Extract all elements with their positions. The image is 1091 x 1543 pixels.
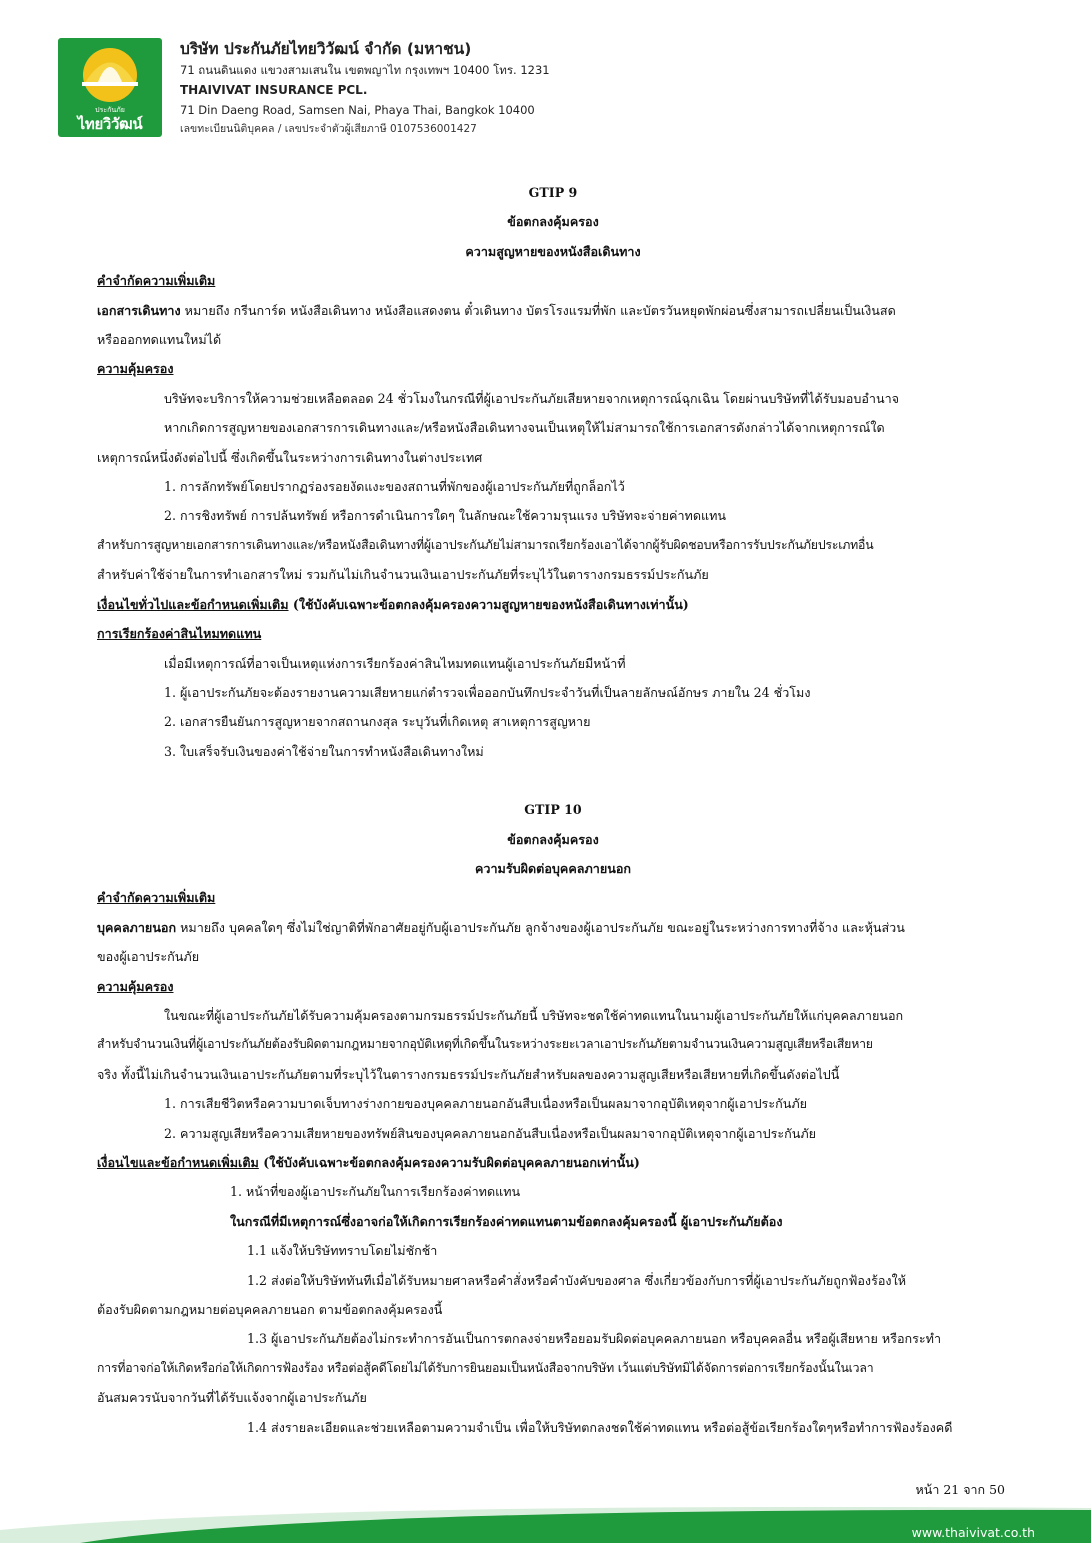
letterhead bbox=[58, 38, 758, 138]
gtip10-item-2: 2. ความสูญเสียหรือความเสียหายของทรัพย์สินของบุคคลภายนอกอันสืบเนื่องหรือเป็นผลมาจากอุบัติเหตุจากผู้เอาประกันภัย bbox=[164, 1125, 817, 1141]
gtip9-conditions-heading: เงื่อนไขทั่วไปและข้อกำหนดเพิ่มเติม bbox=[97, 596, 289, 612]
gtip10-title: ความรับผิดต่อบุคคลภายนอก bbox=[474, 860, 632, 876]
gtip10-duty-heading: 1. หน้าที่ของผู้เอาประกันภัยในการเรียกร้องค่าทดแทน bbox=[230, 1184, 521, 1200]
logo-brand-text: ไทยวิวัฒน์ bbox=[77, 115, 143, 133]
gtip9-coverage-heading: ความคุ้มครอง bbox=[97, 361, 174, 377]
gtip10-definition-term: บุคคลภายนอก bbox=[97, 919, 177, 935]
gtip10-definition-text: หมายถึง บุคคลใดๆ ซึ่งไม่ใช่ญาติที่พักอาศัยอยู่กับผู้เอาประกันภัย ลูกจ้างของผู้เอาประกันภัย ขณะอยู่ในระหว่างการทางที่จ้าง และหุ้นส่วน bbox=[176, 919, 905, 935]
page-number: หน้า 21 จาก 50 bbox=[915, 1482, 1005, 1497]
gtip10-conditions-heading: เงื่อนไขและข้อกำหนดเพิ่มเติม bbox=[97, 1155, 259, 1170]
gtip10-subtitle: ข้อตกลงคุ้มครอง bbox=[507, 831, 599, 847]
company-name-en: THAIVIVAT INSURANCE PCL. bbox=[180, 83, 368, 97]
gtip9-definition-term: เอกสารเดินทาง bbox=[97, 302, 181, 318]
gtip9-coverage-p3: สำหรับการสูญหายเอกสารการเดินทางและ/หรือหนังสือเดินทางที่ผู้เอาประกันภัยไม่สามารถเรียกร้องเอาได้จากผู้รับผิดชอบหรือการรับประกันภัยประเภทอื่น bbox=[97, 537, 874, 552]
gtip10-definition-heading: คำจำกัดความเพิ่มเติม bbox=[97, 890, 216, 906]
company-info bbox=[180, 38, 550, 138]
gtip9-item-1: 1. การลักทรัพย์โดยปรากฏร่องรอยงัดแงะของสถานที่พักของผู้เอาประกันภัยที่ถูกล็อกไว้ bbox=[164, 479, 625, 495]
gtip9-claim-3: 3. ใบเสร็จรับเงินของค่าใช้จ่ายในการทำหนังสือเดินทางใหม่ bbox=[164, 743, 484, 759]
gtip10-item-1: 1. การเสียชีวิตหรือความบาดเจ็บทางร่างกายของบุคคลภายนอกอันสืบเนื่องหรือเป็นผลมาจากอุบัติเหตุจากผู้เอาประกันภัย bbox=[164, 1096, 808, 1112]
company-registration: เลขทะเบียนนิติบุคคล / เลขประจำตัวผู้เสียภาษี 0107536001427 bbox=[180, 123, 477, 135]
gtip9-claim-1: 1. ผู้เอาประกันภัยจะต้องรายงานความเสียหายแก่ตำรวจเพื่อออกบันทึกประจำวันที่เป็นลายลักษณ์อักษร ภายใน 24 ชั่วโมง bbox=[164, 684, 811, 700]
gtip9-conditions-note: (ใช้บังคับเฉพาะข้อตกลงคุ้มครองความสูญหายของหนังสือเดินทางเท่านั้น) bbox=[288, 596, 689, 612]
gtip9-subtitle: ข้อตกลงคุ้มครอง bbox=[507, 214, 599, 230]
gtip9-item-2: 2. การชิงทรัพย์ การปล้นทรัพย์ หรือการดำเนินการใดๆ ในลักษณะใช้ความรุนแรง บริษัทจะจ่ายค่าทดแทน bbox=[164, 508, 727, 524]
gtip10-definition bbox=[97, 913, 1009, 942]
gtip9-title: ความสูญหายของหนังสือเดินทาง bbox=[465, 243, 641, 259]
gtip9-definition bbox=[97, 296, 1009, 325]
website-link[interactable]: www.thaivivat.co.th bbox=[911, 1525, 1035, 1540]
gtip10-duty-1-3: 1.3 ผู้เอาประกันภัยต้องไม่กระทำการอันเป็นการตกลงจ่ายหรือยอมรับผิดต่อบุคคลภายนอก หรือบุคคลอื่น หรือผู้เสียหาย หรือกระทำ bbox=[247, 1331, 942, 1347]
gtip10-duty-1-3-end: อันสมควรนับจากวันที่ได้รับแจ้งจากผู้เอาประกันภัย bbox=[97, 1390, 367, 1406]
gtip9-definition-cont: หรือออกทดแทนใหม่ได้ bbox=[97, 332, 222, 348]
gtip10-coverage-heading: ความคุ้มครอง bbox=[97, 978, 174, 994]
company-name-th: บริษัท ประกันภัยไทยวิวัฒน์ จำกัด (มหาชน) bbox=[180, 40, 472, 58]
gtip9-code: GTIP 9 bbox=[528, 185, 578, 200]
gtip9-coverage-p2: หากเกิดการสูญหายของเอกสารการเดินทางและ/หรือหนังสือเดินทางจนเป็นเหตุให้ไม่สามารถใช้การเอกสารดังกล่าวได้จากเหตุการณ์ใด bbox=[164, 420, 885, 436]
gtip9-coverage-p2-cont: เหตุการณ์หนึ่งดังต่อไปนี้ ซึ่งเกิดขึ้นในระหว่างการเดินทางในต่างประเทศ bbox=[97, 449, 483, 465]
company-address-en: 71 Din Daeng Road, Samsen Nai, Phaya Thai, Bangkok 10400 bbox=[180, 103, 535, 117]
gtip10-duty-1-4: 1.4 ส่งรายละเอียดและช่วยเหลือตามความจำเป็น เพื่อให้บริษัทตกลงชดใช้ค่าทดแทน หรือต่อสู้ข้อเรียกร้องใดๆหรือทำการฟ้องร้องคดี bbox=[247, 1419, 953, 1435]
gtip10-definition-cont: ของผู้เอาประกันภัย bbox=[97, 949, 200, 965]
logo-small-text: ประกันภัย bbox=[95, 106, 125, 114]
gtip9-definition-heading: คำจำกัดความเพิ่มเติม bbox=[97, 273, 216, 289]
company-logo bbox=[58, 38, 162, 137]
gtip10-coverage-p1-end: จริง ทั้งนี้ไม่เกินจำนวนเงินเอาประกันภัยตามที่ระบุไว้ในตารางกรมธรรม์ประกันภัยสำหรับผลของความสูญเสียหรือเสียหายที่เกิดขึ้นดังต่อไปนี้ bbox=[97, 1066, 840, 1082]
gtip10-duty-1-2-cont: ต้องรับผิดตามกฎหมายต่อบุคคลภายนอก ตามข้อตกลงคุ้มครองนี้ bbox=[97, 1302, 443, 1318]
gtip9-conditions bbox=[97, 590, 1009, 619]
gtip9-claims-intro: เมื่อมีเหตุการณ์ที่อาจเป็นเหตุแห่งการเรียกร้องค่าสินไหมทดแทนผู้เอาประกันภัยมีหน้าที่ bbox=[164, 655, 626, 671]
gtip9-coverage-p3-cont: สำหรับค่าใช้จ่ายในการทำเอกสารใหม่ รวมกันไม่เกินจำนวนเงินเอาประกันภัยที่ระบุไว้ในตารางกรมธรรม์ประกันภัย bbox=[97, 567, 709, 583]
gtip9-claims-heading: การเรียกร้องค่าสินไหมทดแทน bbox=[97, 626, 262, 642]
gtip10-duty-1-2: 1.2 ส่งต่อให้บริษัททันทีเมื่อได้รับหมายศาลหรือคำสั่งหรือคำบังคับของศาล ซึ่งเกี่ยวข้องกับการที่ผู้เอาประกันภัยถูกฟ้องร้องให้ bbox=[247, 1272, 907, 1288]
gtip10-duty-1-1: 1.1 แจ้งให้บริษัททราบโดยไม่ชักช้า bbox=[247, 1243, 438, 1259]
gtip10-conditions bbox=[97, 1148, 1009, 1177]
gtip9-definition-text: หมายถึง กรีนการ์ด หนังสือเดินทาง หนังสือแสดงตน ตั๋วเดินทาง บัตรโรงแรมที่พัก และบัตรวันหยุดพักผ่อนซึ่งสามารถเปลี่ยนเป็นเงินสด bbox=[180, 302, 896, 318]
gtip9-coverage-p1: บริษัทจะบริการให้ความช่วยเหลือตลอด 24 ชั่วโมงในกรณีที่ผู้เอาประกันภัยเสียหายจากเหตุการณ์ฉุกเฉิน โดยผ่านบริษัทที่ได้รับมอบอำนาจ bbox=[164, 390, 900, 406]
document-body bbox=[97, 178, 1009, 1442]
gtip10-duty-1-3-cont: การที่อาจก่อให้เกิดหรือก่อให้เกิดการฟ้องร้อง หรือต่อสู้คดีโดยไม่ได้รับการยินยอมเป็นหนังสือจากบริษัท เว้นแต่บริษัทมิได้จัดการต่อการเรียกร้องนั้นในเวลา bbox=[97, 1360, 874, 1375]
section-spacer bbox=[97, 766, 1009, 795]
gtip10-coverage-p1-cont: สำหรับจำนวนเงินที่ผู้เอาประกันภัยต้องรับผิดตามกฎหมายจากอุบัติเหตุที่เกิดขึ้นในระหว่างระยะเวลาเอาประกันภัยตามจำนวนเงินความสูญเสียหรือเสียหาย bbox=[97, 1037, 873, 1052]
gtip10-code: GTIP 10 bbox=[524, 802, 582, 818]
gtip10-duty-intro: ในกรณีที่มีเหตุการณ์ซึ่งอาจก่อให้เกิดการเรียกร้องค่าทดแทนตามข้อตกลงคุ้มครองนี้ ผู้เอาประกันภัยต้อง bbox=[230, 1213, 783, 1229]
gtip10-conditions-note: (ใช้บังคับเฉพาะข้อตกลงคุ้มครองความรับผิดต่อบุคคลภายนอกเท่านั้น) bbox=[258, 1155, 640, 1170]
gtip9-claim-2: 2. เอกสารยืนยันการสูญหายจากสถานกงสุล ระบุวันที่เกิดเหตุ สาเหตุการสูญหาย bbox=[164, 714, 591, 730]
company-address-th: 71 ถนนดินแดง แขวงสามเสนใน เขตพญาไท กรุงเทพฯ 10400 โทร. 1231 bbox=[180, 63, 550, 77]
gtip10-coverage-p1: ในขณะที่ผู้เอาประกันภัยได้รับความคุ้มครองตามกรมธรรม์ประกันภัยนี้ บริษัทจะชดใช้ค่าทดแทนในนามผู้เอาประกันภัยให้แก่บุคคลภายนอก bbox=[164, 1007, 904, 1023]
